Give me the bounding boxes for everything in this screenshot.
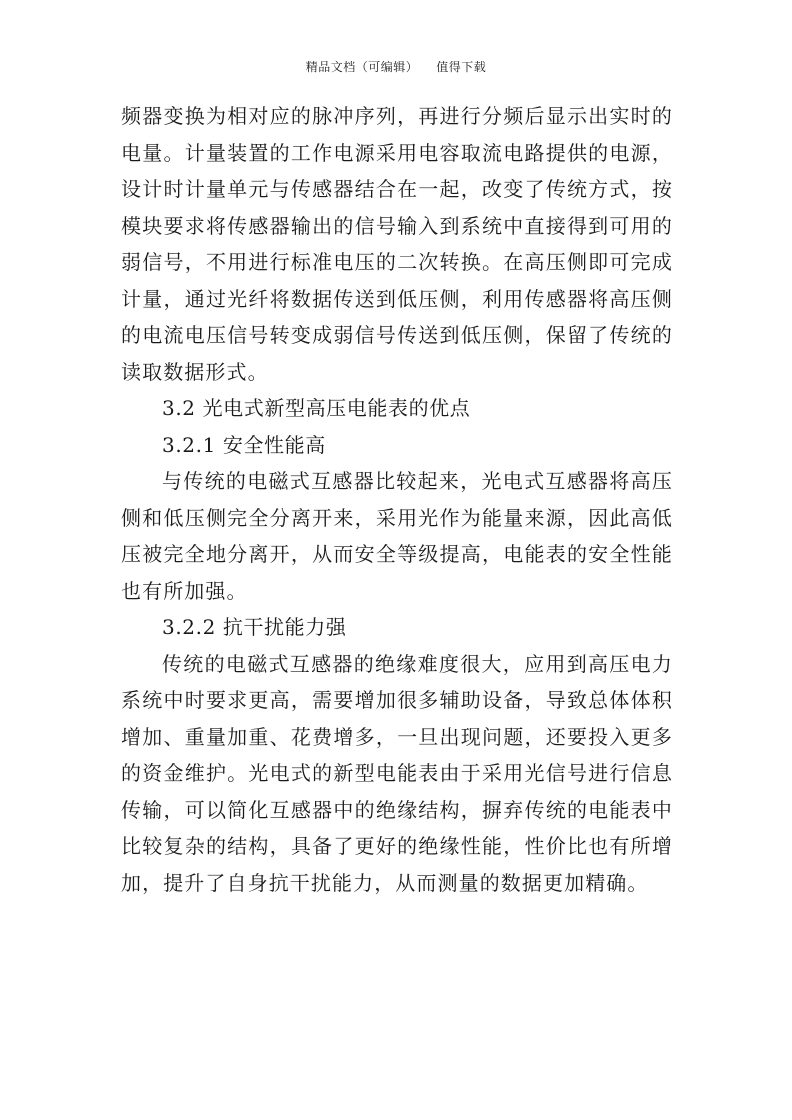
header-right-text: 值得下载 [436,60,487,74]
paragraph-safety: 与传统的电磁式互感器比较起来，光电式互感器将高压侧和低压侧完全分离开来，采用光作为能量来源，因此高低压被完全地分离开，从而安全等级提高，电能表的安全性能也有所加强。 [121,469,673,603]
page-header [0,58,792,75]
section-heading-3-2: 3.2 光电式新型高压电能表的优点 [162,396,471,420]
header-left-text: 精品文档（可编辑） [305,60,419,74]
subsection-heading-3-2-2: 3.2.2 抗干扰能力强 [162,615,347,639]
document-body [121,98,673,901]
paragraph-continuation: 频器变换为相对应的脉冲序列，再进行分频后显示出实时的电量。计量装置的工作电源采用电容取流电路提供的电源，设计时计量单元与传感器结合在一起，改变了传统方式，按模块要求将传感器输出的信号输入到系统中直接得到可用的弱信号，不用进行标准电压的二次转换。在高压侧即可完成计量，通过光纤将数据传送到低压侧，利用传感器将高压侧的电流电压信号转变成弱信号传送到低压侧，保留了传统的读取数据形式。 [121,104,673,384]
subsection-heading-3-2-1: 3.2.1 安全性能高 [162,432,326,457]
paragraph-anti-interference: 传统的电磁式互感器的绝缘难度很大，应用到高压电力系统中时要求更高，需要增加很多辅助设备，导致总体体积增加、重量加重、花费增多，一旦出现问题，还要投入更多的资金维护。光电式的新型电能表由于采用光信号进行信息传输，可以简化互感器中的绝缘结构，摒弃传统的电能表中比较复杂的结构，具备了更好的绝缘性能，性价比也有所增加，提升了自身抗干扰能力，从而测量的数据更加精确。 [121,651,673,895]
